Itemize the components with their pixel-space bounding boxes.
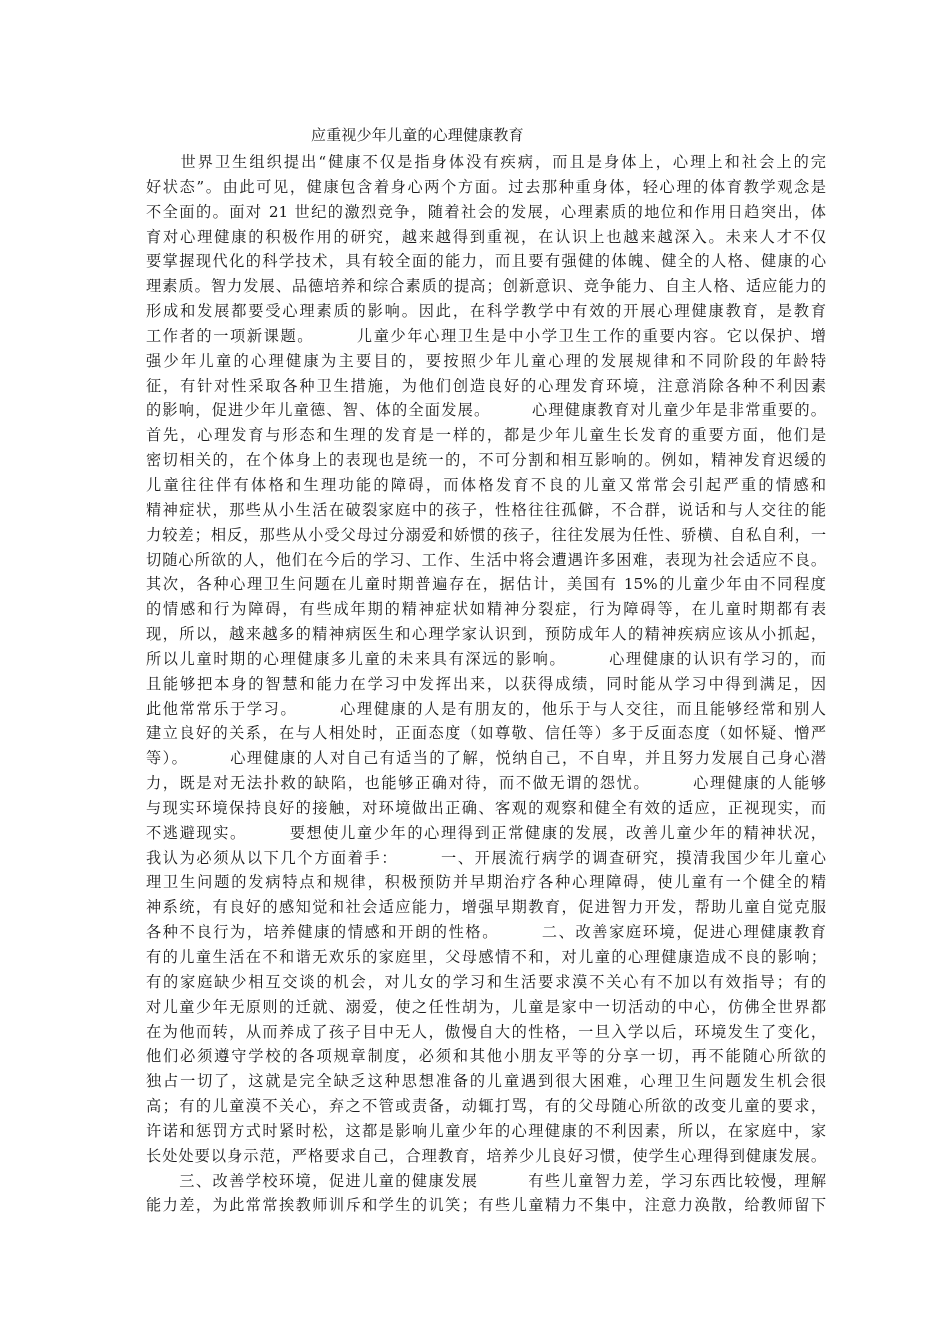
- text-line: 各种不良行为，培养健康的情感和开朗的性格。 二、改善家庭环境，促进心理健康教育: [146, 923, 826, 942]
- text-line: 所以儿童时期的心理健康多儿童的未来具有深远的影响。 心理健康的认识有学习的，而: [146, 649, 826, 668]
- text-line: 三、改善学校环境，促进儿童的健康发展 有些儿童智力差，学习东西比较慢，理解: [146, 1171, 826, 1190]
- text-line: 现，所以，越来越多的精神病医生和心理学家认识到，预防成年人的精神疾病应该从小抓起，: [146, 625, 826, 644]
- text-line: 他们必须遵守学校的各项规章制度，必须和其他小朋友平等的分享一切，再不能随心所欲的: [146, 1047, 826, 1066]
- text-line: 高；有的儿童漠不关心，弃之不管或责备，动辄打骂，有的父母随心所欲的改变儿童的要求，: [146, 1097, 826, 1116]
- text-line: 强少年儿童的心理健康为主要目的，要按照少年儿童心理的发展规律和不同阶段的年龄特: [146, 351, 826, 370]
- text-line: 神系统，有良好的感知觉和社会适应能力，增强早期教育，促进智力开发，帮助儿童自觉克服: [146, 898, 826, 917]
- text-line: 的情感和行为障碍，有些成年期的精神症状如精神分裂症，行为障碍等，在儿童时期都有表: [146, 600, 826, 619]
- text-line: 长处处要以身示范，严格要求自己，合理教育，培养少儿良好习惯，使学生心理得到健康发展。: [146, 1146, 826, 1165]
- text-line: 好状态”。由此可见，健康包含着身心两个方面。过去那种重身体，轻心理的体育教学观念是: [146, 177, 826, 196]
- text-line: 首先，心理发育与形态和生理的发育是一样的，都是少年儿童生长发育的重要方面，他们是: [146, 426, 826, 445]
- document-body: [146, 150, 826, 1218]
- text-line: 等）。 心理健康的人对自己有适当的了解，悦纳自己，不自卑，并且努力发展自己身心潜: [146, 749, 826, 768]
- text-line: 世界卫生组织提出“健康不仅是指身体没有疾病，而且是身体上，心理上和社会上的完: [146, 153, 826, 171]
- text-line: 要掌握现代化的科学技术，具有较全面的能力，而且要有强健的体魄、健全的人格、健康的心: [146, 252, 826, 271]
- text-line: 的影响，促进少年儿童德、智、体的全面发展。 心理健康教育对儿童少年是非常重要的。: [146, 401, 826, 420]
- text-line: 有的家庭缺少相互交谈的机会，对儿女的学习和生活要求漠不关心有不加以有效指导；有的: [146, 972, 826, 991]
- text-line: 建立良好的关系，在与人相处时，正面态度（如尊敬、信任等）多于反面态度（如怀疑、憎严: [146, 724, 826, 743]
- text-line: 精神症状，那些从小生活在破裂家庭中的孩子，性格往往孤僻，不合群，说话和与人交往的能: [146, 500, 826, 519]
- text-line: 且能够把本身的智慧和能力在学习中发挥出来，以获得成绩，同时能从学习中得到满足，因: [146, 674, 826, 693]
- text-line: 不全面的。面对 21 世纪的激烈竞争，随着社会的发展，心理素质的地位和作用日趋突出，体: [146, 202, 826, 221]
- text-line: 我认为必须从以下几个方面着手： 一、开展流行病学的调查研究，摸清我国少年儿童心: [146, 848, 826, 867]
- text-line: 理素质。智力发展、品德培养和综合素质的提高；创新意识、竞争能力、自主人格、适应能力的: [146, 277, 826, 296]
- text-line: 与现实环境保持良好的接触，对环境做出正确、客观的观察和健全有效的适应，正视现实，而: [146, 798, 826, 817]
- text-line: 切随心所欲的人，他们在今后的学习、工作、生活中将会遭遇许多困难，表现为社会适应不良。: [146, 550, 826, 569]
- text-line: 在为他而转，从而养成了孩子目中无人，傲慢自大的性格，一旦入学以后，环境发生了变化，: [146, 1022, 826, 1041]
- text-line: 儿童往往伴有体格和生理功能的障碍，而体格发育不良的儿童又常常会引起严重的情感和: [146, 475, 826, 494]
- text-line: 对儿童少年无原则的迁就、溺爱，使之任性胡为，儿童是家中一切活动的中心，仿佛全世界都: [146, 997, 826, 1016]
- text-line: 形成和发展都要受心理素质的影响。因此，在科学教学中有效的开展心理健康教育，是教育: [146, 302, 826, 321]
- text-line: 工作者的一项新课题。 儿童少年心理卫生是中小学卫生工作的重要内容。它以保护、增: [146, 326, 826, 345]
- text-line: 密切相关的，在个体身上的表现也是统一的，不可分割和相互影响的。例如，精神发育迟缓的: [146, 451, 826, 470]
- text-line: 许诺和惩罚方式时紧时松，这都是影响儿童少年的心理健康的不利因素，所以，在家庭中，家: [146, 1121, 826, 1140]
- text-line: 不逃避现实。 要想使儿童少年的心理得到正常健康的发展，改善儿童少年的精神状况，: [146, 823, 826, 842]
- text-line: 其次，各种心理卫生问题在儿童时期普遍存在，据估计，美国有 15%的儿童少年由不同程度: [146, 575, 826, 594]
- text-line: 此他常常乐于学习。 心理健康的人是有朋友的，他乐于与人交往，而且能够经常和别人: [146, 699, 826, 718]
- text-line: 有的儿童生活在不和谐无欢乐的家庭里，父母感情不和，对儿童的心理健康造成不良的影响；: [146, 948, 826, 966]
- text-line: 能力差，为此常常挨教师训斥和学生的讥笑；有些儿童精力不集中，注意力涣散，给教师留下: [146, 1196, 826, 1215]
- document-title: 应重视少年儿童的心理健康教育: [311, 126, 524, 144]
- text-line: 独占一切了，这就是完全缺乏这种思想准备的儿童遇到很大困难，心理卫生问题发生机会很: [146, 1072, 826, 1091]
- text-line: 力较差；相反，那些从小受父母过分溺爱和娇惯的孩子，往往发展为任性、骄横、自私自利，一: [146, 525, 826, 544]
- text-line: 征，有针对性采取各种卫生措施，为他们创造良好的心理发育环境，注意消除各种不利因素: [146, 376, 826, 395]
- text-line: 力，既是对无法扑救的缺陷，也能够正确对待，而不做无谓的怨忧。 心理健康的人能够: [146, 774, 826, 793]
- text-line: 理卫生问题的发病特点和规律，积极预防并早期治疗各种心理障碍，使儿童有一个健全的精: [146, 873, 826, 892]
- text-line: 育对心理健康的积极作用的研究，越来越得到重视，在认识上也越来越深入。未来人才不仅: [146, 227, 826, 246]
